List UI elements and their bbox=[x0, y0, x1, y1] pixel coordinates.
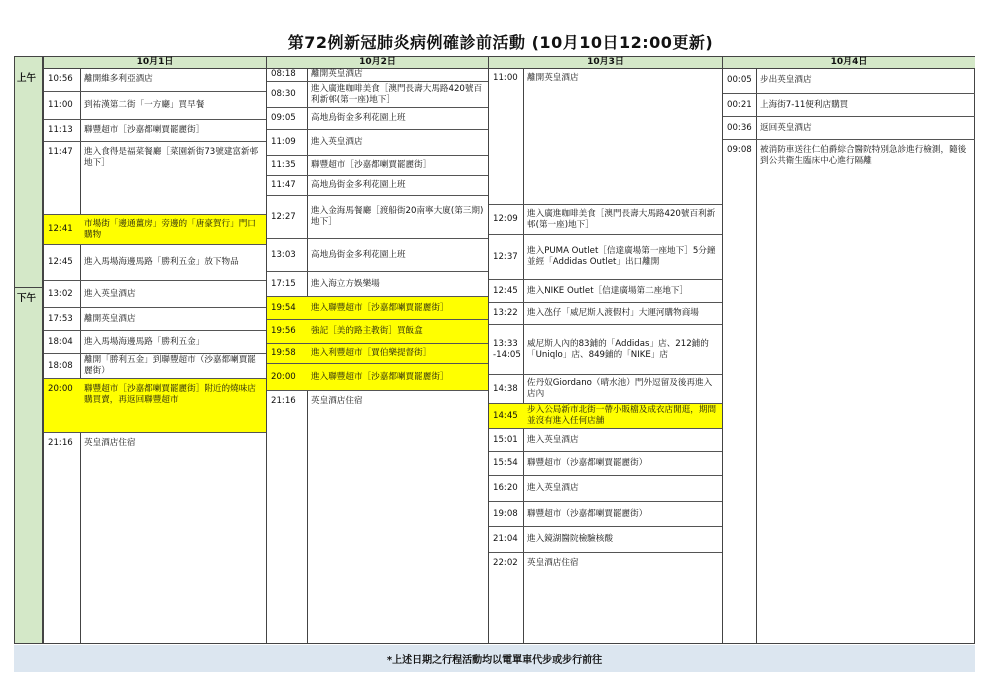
day-column bbox=[43, 57, 266, 643]
activity-description: 聯豐超市［沙嘉都喇賈罷麗街］ bbox=[84, 125, 205, 135]
activity-time: 09:05 bbox=[271, 113, 296, 123]
period-pm-label: 下午 bbox=[17, 293, 37, 304]
activity-description: 返回英皇酒店 bbox=[760, 122, 812, 133]
activity-time: 13:03 bbox=[271, 249, 296, 260]
activity-description: 離開英皇酒店 bbox=[527, 73, 579, 83]
activity-row bbox=[267, 156, 488, 176]
activity-description: 高地烏街金多利花園上班 bbox=[311, 180, 406, 190]
activity-time: 12:27 bbox=[271, 211, 296, 222]
activity-row bbox=[489, 375, 722, 404]
activity-row bbox=[489, 280, 722, 303]
activity-row bbox=[489, 235, 722, 280]
activity-time: 11:09 bbox=[271, 137, 296, 147]
activity-time: 12:45 bbox=[493, 285, 518, 296]
activity-time: 00:05 bbox=[727, 75, 752, 85]
activity-description: 進入金海馬餐廳［渡船街20南寧大廈(第三期)地下］ bbox=[311, 206, 484, 227]
activity-time: 00:21 bbox=[727, 99, 752, 110]
day-column bbox=[266, 57, 488, 643]
activity-description: 聯豐超市（沙嘉都喇賈罷麗街） bbox=[527, 458, 648, 468]
activity-description: 離開「勝利五金」到聯豐超市（沙嘉都喇賈罷麗街） bbox=[84, 355, 256, 376]
activity-description: 進入英皇酒店 bbox=[527, 483, 579, 493]
activity-row bbox=[489, 325, 722, 375]
activity-time: 19:58 bbox=[271, 348, 296, 358]
activity-time: 08:18 bbox=[271, 69, 296, 79]
footer-note: *上述日期之行程活動均以電單車代步或步行前往 bbox=[14, 645, 975, 672]
activity-row bbox=[267, 68, 488, 82]
activity-row bbox=[267, 344, 488, 364]
activity-description: 進入食得是福菜餐廳［菜園新街73號建富新邨地下］ bbox=[84, 147, 259, 168]
activity-time: 14:45 bbox=[493, 410, 518, 421]
activity-time: 11:00 bbox=[493, 73, 518, 83]
activity-time: 17:53 bbox=[48, 313, 73, 324]
activity-time: 13:33 -14:05 bbox=[493, 338, 521, 360]
activity-row bbox=[489, 502, 722, 527]
activity-time: 19:56 bbox=[271, 326, 296, 336]
activity-time: 15:54 bbox=[493, 458, 518, 468]
activity-description: 進入廣進咖啡美食［澳門長壽大馬路420號百利新邨(第一座)地下］ bbox=[527, 208, 716, 230]
activity-description: 進入PUMA Outlet［信達廣場第一座地下］5分鐘並經「Addidas Outlet」出口離開 bbox=[527, 246, 716, 267]
activity-time: 22:02 bbox=[493, 558, 518, 568]
activity-time: 12:09 bbox=[493, 214, 518, 224]
activity-row bbox=[44, 433, 266, 633]
activity-row bbox=[44, 120, 266, 142]
activity-description: 市場街「邊通薑房」旁邊的「唐豪賀行」門口購物 bbox=[84, 218, 256, 240]
activity-time: 13:02 bbox=[48, 288, 73, 299]
activity-row bbox=[267, 297, 488, 320]
activity-row bbox=[489, 429, 722, 452]
activity-row bbox=[489, 452, 722, 476]
activity-time: 08:30 bbox=[271, 89, 296, 99]
activity-row bbox=[489, 68, 722, 205]
activity-description: 離開英皇酒店 bbox=[311, 69, 363, 79]
activity-row bbox=[723, 68, 975, 94]
activity-description: 威尼斯人內的83鋪的「Addidas」店、212鋪的「Uniqlo」店、849鋪的「NIKE」店 bbox=[527, 338, 709, 360]
activity-description: 進入聯豐超市［沙嘉都喇賈罷麗街］ bbox=[311, 302, 449, 313]
activity-row bbox=[489, 476, 722, 502]
activity-row bbox=[267, 239, 488, 272]
activity-time: 17:15 bbox=[271, 278, 296, 289]
activity-description: 進入氹仔「威尼斯人渡假村」大運河購物商場 bbox=[527, 308, 699, 318]
activity-time: 20:00 bbox=[48, 384, 73, 394]
day-header: 10月4日 bbox=[723, 57, 975, 69]
activity-row bbox=[44, 68, 266, 92]
day-column bbox=[488, 57, 722, 643]
activity-row bbox=[723, 117, 975, 140]
activity-row bbox=[723, 94, 975, 117]
activity-row bbox=[489, 553, 722, 627]
activity-time: 21:16 bbox=[48, 438, 73, 448]
day-header: 10月1日 bbox=[44, 57, 266, 69]
activity-time: 09:08 bbox=[727, 145, 752, 155]
activity-description: 步入公局新市北街一帶小販檔及成衣店閒逛，期間並沒有進入任何店舖 bbox=[527, 405, 717, 426]
activity-row bbox=[44, 308, 266, 331]
activity-description: 進入海立方娛樂場 bbox=[311, 278, 380, 289]
activity-row bbox=[267, 196, 488, 239]
activity-row bbox=[267, 391, 488, 623]
activity-time: 12:45 bbox=[48, 257, 73, 267]
activity-time: 21:04 bbox=[493, 534, 518, 544]
activity-time: 00:36 bbox=[727, 122, 752, 133]
activity-description: 離開英皇酒店 bbox=[84, 313, 136, 324]
day-header: 10月2日 bbox=[267, 57, 488, 69]
activity-row bbox=[489, 303, 722, 325]
activity-time: 16:20 bbox=[493, 483, 518, 493]
activity-description: 到祐漢第二街「一方廳」買早餐 bbox=[84, 100, 205, 110]
activity-description: 進入廣進咖啡美食［澳門長壽大馬路420號百利新邨(第一座)地下］ bbox=[311, 83, 483, 105]
page-title: 第72例新冠肺炎病例確診前活動 (10月10日12:00更新) bbox=[287, 33, 714, 52]
activity-time: 20:00 bbox=[271, 371, 296, 382]
activity-description: 進入英皇酒店 bbox=[527, 434, 579, 445]
activity-time: 11:47 bbox=[271, 180, 296, 190]
activity-description: 離開維多利亞酒店 bbox=[84, 74, 153, 84]
activity-description: 上海街7-11便利店購買 bbox=[760, 99, 849, 110]
activity-row bbox=[44, 215, 266, 245]
activity-description: 聯豐超市［沙嘉都喇賈罷麗街］ bbox=[311, 160, 432, 170]
activity-row bbox=[44, 331, 266, 354]
activity-time: 11:35 bbox=[271, 160, 296, 170]
activity-description: 進入鏡湖醫院檢驗核酸 bbox=[527, 534, 613, 544]
day-column bbox=[722, 57, 975, 643]
activity-row bbox=[489, 527, 722, 553]
activity-description: 佐丹奴Giordano（晴水池）門外逗留及後再進入店內 bbox=[527, 378, 713, 399]
period-column bbox=[15, 57, 43, 643]
activity-time: 15:01 bbox=[493, 434, 518, 445]
activity-description: 英皇酒店住宿 bbox=[527, 558, 579, 568]
activity-row bbox=[44, 281, 266, 308]
activity-row bbox=[44, 142, 266, 215]
activity-time: 18:08 bbox=[48, 360, 73, 371]
period-divider bbox=[15, 287, 43, 288]
activity-time: 11:13 bbox=[48, 125, 73, 135]
activity-time: 12:37 bbox=[493, 251, 518, 262]
activity-row bbox=[44, 354, 266, 379]
activity-description: 聯豐超市（沙嘉都喇賈罷麗街） bbox=[527, 508, 648, 519]
activity-time: 14:38 bbox=[493, 383, 518, 394]
activity-description: 進入聯豐超市［沙嘉都喇賈罷麗街］ bbox=[311, 371, 449, 382]
activity-table bbox=[14, 56, 975, 644]
activity-time: 11:00 bbox=[48, 100, 73, 110]
activity-time: 21:16 bbox=[271, 396, 296, 406]
activity-row bbox=[267, 108, 488, 130]
activity-description: 強記［美的路主教街］買飯盒 bbox=[311, 326, 423, 336]
activity-row bbox=[44, 245, 266, 281]
activity-description: 被消防車送往仁伯爵綜合醫院特別急診進行檢測，隨後到公共衛生臨床中心進行隔離 bbox=[760, 145, 967, 166]
activity-description: 進入英皇酒店 bbox=[84, 288, 136, 299]
activity-description: 進入利豐超市［賈伯樂提督街］ bbox=[311, 348, 432, 358]
activity-time: 10:56 bbox=[48, 74, 73, 84]
activity-time: 18:04 bbox=[48, 336, 73, 347]
activity-row bbox=[267, 364, 488, 391]
activity-description: 高地烏街金多利花園上班 bbox=[311, 249, 406, 260]
activity-row bbox=[44, 379, 266, 433]
activity-description: 英皇酒店住宿 bbox=[84, 438, 136, 448]
activity-description: 進入馬場海邊馬路「勝利五金」放下物品 bbox=[84, 257, 239, 267]
activity-time: 19:54 bbox=[271, 302, 296, 313]
activity-description: 步出英皇酒店 bbox=[760, 75, 812, 85]
activity-row bbox=[267, 176, 488, 196]
activity-row bbox=[44, 92, 266, 120]
activity-time: 12:41 bbox=[48, 224, 73, 234]
activity-time: 19:08 bbox=[493, 508, 518, 519]
activity-description: 進入NIKE Outlet［信達廣場第二座地下］ bbox=[527, 285, 689, 296]
activity-row bbox=[723, 140, 975, 645]
day-header: 10月3日 bbox=[489, 57, 722, 69]
activity-row bbox=[267, 130, 488, 156]
activity-description: 進入馬場海邊馬路「勝利五金」 bbox=[84, 336, 205, 347]
activity-description: 高地烏街金多利花園上班 bbox=[311, 113, 406, 123]
period-am-label: 上午 bbox=[17, 73, 37, 84]
activity-time: 13:22 bbox=[493, 308, 518, 318]
activity-row bbox=[267, 320, 488, 344]
activity-row bbox=[267, 272, 488, 297]
activity-description: 英皇酒店住宿 bbox=[311, 396, 363, 406]
activity-description: 聯豐超市［沙嘉都喇賈罷麗街］附近的燒味店購買賣，再返回聯豐超市 bbox=[84, 384, 256, 405]
activity-row bbox=[489, 404, 722, 429]
activity-row bbox=[267, 82, 488, 108]
activity-description: 進入英皇酒店 bbox=[311, 137, 363, 147]
activity-row bbox=[489, 205, 722, 235]
activity-time: 11:47 bbox=[48, 147, 73, 157]
